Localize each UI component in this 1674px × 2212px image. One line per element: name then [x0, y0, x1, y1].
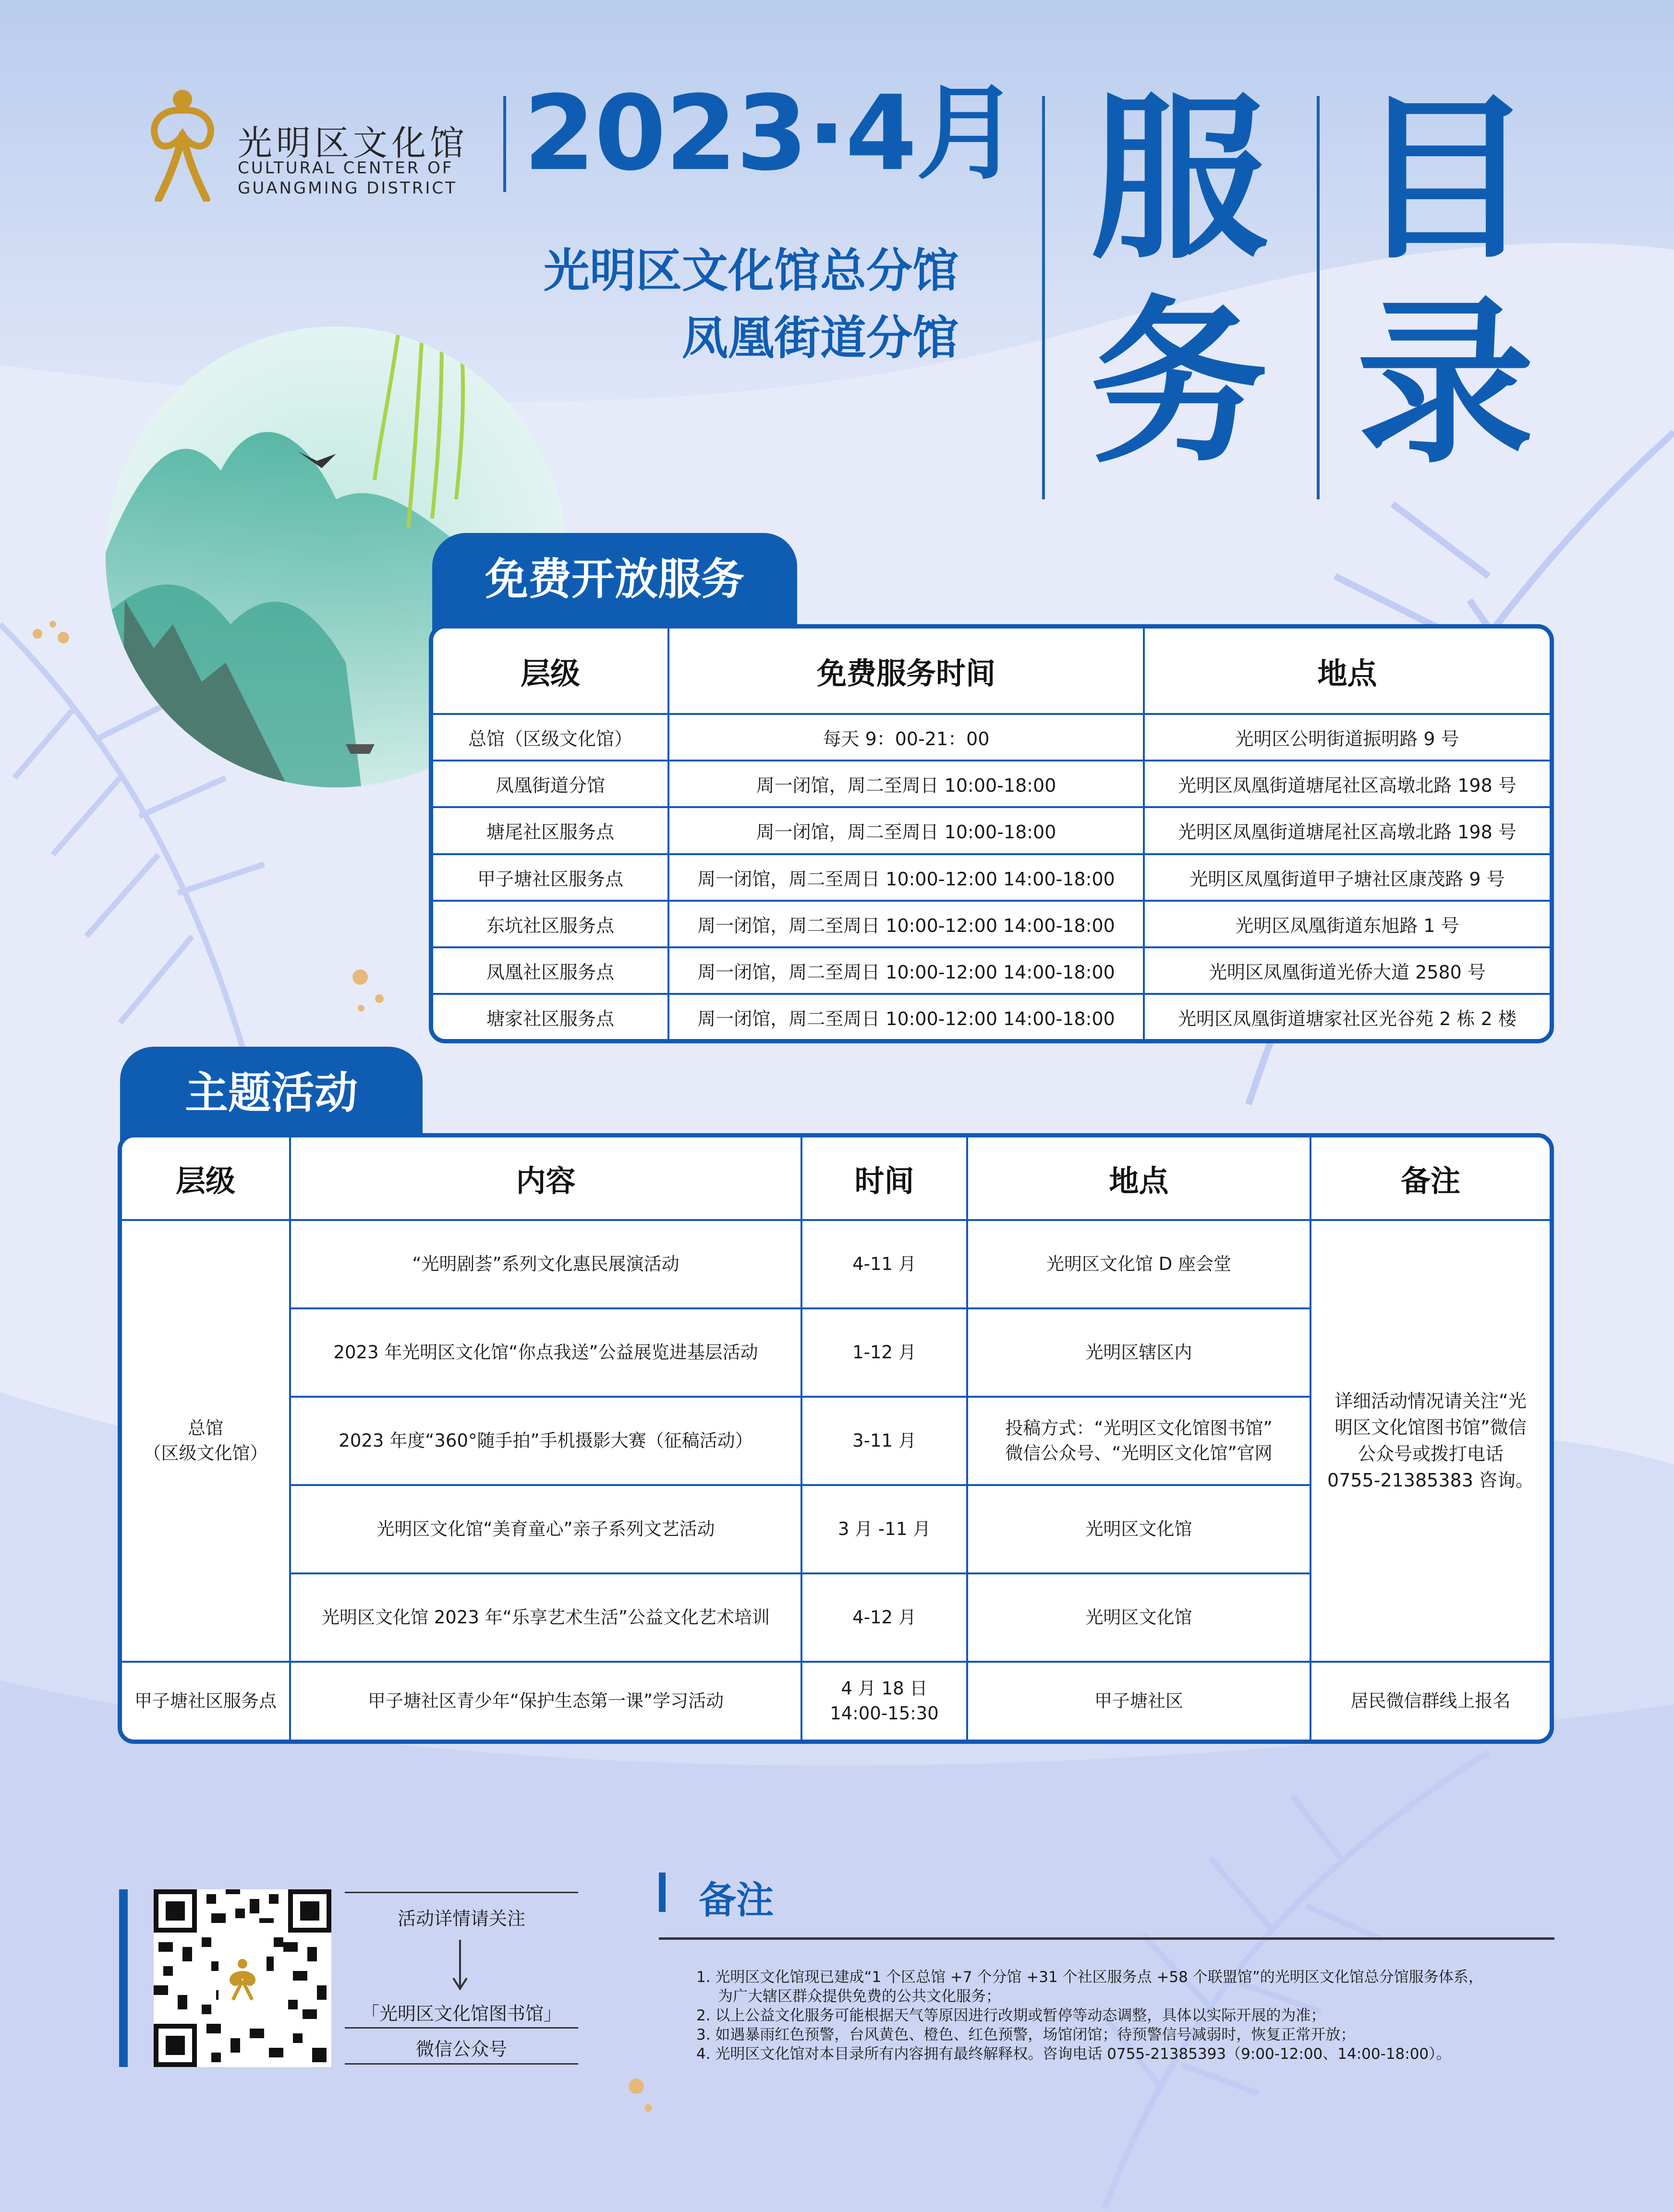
activities-table [118, 1133, 1554, 1744]
note-line: 0755-21385383 咨询。 [1327, 1470, 1534, 1491]
qr-caption [345, 1892, 578, 2065]
content-cell: 甲子塘社区青少年“保护生态第一课”学习活动 [290, 1662, 801, 1740]
hours-cell: 周一闭馆，周二至周日 10:00-18:00 [668, 807, 1144, 854]
logo-chinese-name: 光明区文化馆 [238, 123, 469, 163]
time-cell: 4-12 月 [801, 1573, 967, 1662]
level-line: 总馆 [188, 1418, 223, 1439]
table-row [433, 994, 1550, 1039]
note-item: 为广大辖区群众提供免费的公共文化服务； [718, 1988, 1001, 2005]
qr-code-icon[interactable] [154, 1889, 331, 2067]
table-row [433, 854, 1550, 901]
subtitle-main-branch: 光明区文化馆总分馆 [544, 244, 958, 298]
title-char-mu: 目 [1357, 77, 1534, 283]
notes-rule [659, 1937, 1554, 1940]
qr-caption-line2: 「光明区文化馆图书馆」 [361, 2003, 562, 2024]
divider [1317, 96, 1320, 499]
place-cell: 甲子塘社区 [967, 1662, 1310, 1740]
address-cell: 光明区凤凰街道塘尾社区高墩北路 198 号 [1144, 761, 1550, 807]
note-item: 3. 如遇暴雨红色预警，台风黄色、橙色、红色预警，场馆闭馆；待预警信号减弱时，恢复正常开放； [696, 2026, 1356, 2043]
column-header: 免费服务时间 [668, 629, 1144, 714]
place-cell: 光明区文化馆 D 座会堂 [967, 1220, 1310, 1308]
free-service-table [429, 624, 1554, 1043]
caption-rule [345, 2063, 578, 2065]
time-cell: 1-12 月 [801, 1308, 967, 1397]
notes-title: 备注 [699, 1879, 774, 1922]
address-cell: 光明区凤凰街道光侨大道 2580 号 [1144, 947, 1550, 994]
level-cell: 甲子塘社区服务点 [122, 1662, 290, 1740]
place-cell: 光明区辖区内 [967, 1308, 1310, 1397]
level-cell: 塘尾社区服务点 [433, 807, 668, 854]
note-cell [1310, 1220, 1550, 1662]
level-cell [122, 1220, 290, 1662]
time-line: 14:00-15:30 [830, 1703, 939, 1724]
table-row [433, 901, 1550, 947]
table-row [122, 1662, 1550, 1740]
hours-cell: 周一闭馆，周二至周日 10:00-12:00 14:00-18:00 [668, 994, 1144, 1039]
address-cell: 光明区凤凰街道东旭路 1 号 [1144, 901, 1550, 947]
note-cell: 居民微信群线上报名 [1310, 1662, 1550, 1740]
level-cell: 塘家社区服务点 [433, 994, 668, 1039]
arrow-down-icon [449, 1940, 473, 1993]
table-header-row [433, 629, 1550, 714]
column-header: 层级 [433, 629, 668, 714]
issue-date: 2023·4月 [523, 73, 1019, 193]
content-cell: 光明区文化馆“美育童心”亲子系列文艺活动 [290, 1485, 801, 1573]
place-cell: 光明区文化馆 [967, 1485, 1310, 1573]
table-row [433, 714, 1550, 761]
time-cell [801, 1662, 967, 1740]
free-service-title: 免费开放服务 [485, 554, 744, 604]
subtitle-fenghuang-branch: 凤凰街道分馆 [682, 311, 958, 365]
activities-tab [120, 1047, 423, 1145]
column-header: 地点 [1144, 629, 1550, 714]
note-line: 公众号或拨打电话 [1357, 1443, 1504, 1464]
time-cell: 3-11 月 [801, 1397, 967, 1485]
place-cell [967, 1397, 1310, 1485]
content-cell: “光明剧荟”系列文化惠民展演活动 [290, 1220, 801, 1308]
place-line: 投稿方式：“光明区文化馆图书馆” [1005, 1418, 1273, 1439]
title-char-fu: 服 [1090, 77, 1268, 283]
title-char-wu: 务 [1090, 281, 1268, 487]
time-cell: 3 月 -11 月 [801, 1485, 967, 1573]
column-header: 内容 [290, 1137, 801, 1220]
table-row [433, 761, 1550, 807]
note-line: 详细活动情况请关注“光 [1334, 1390, 1527, 1412]
column-header: 地点 [967, 1137, 1310, 1220]
place-cell: 光明区文化馆 [967, 1573, 1310, 1662]
divider [503, 96, 506, 192]
hours-cell: 周一闭馆，周二至周日 10:00-12:00 14:00-18:00 [668, 947, 1144, 994]
note-item: 1. 光明区文化馆现已建成“1 个区总馆 +7 个分馆 +31 个社区服务点 +58 个联盟馆”的光明区文化馆总分馆服务体系， [696, 1969, 1483, 1986]
table-header-row [122, 1137, 1550, 1220]
level-line: （区级文化馆） [143, 1443, 268, 1463]
free-service-tab [432, 533, 797, 631]
qr-caption-line1: 活动详情请关注 [397, 1908, 525, 1929]
address-cell: 光明区公明街道振明路 9 号 [1144, 714, 1550, 761]
caption-rule [345, 1892, 578, 1893]
address-cell: 光明区凤凰街道甲子塘社区康茂路 9 号 [1144, 854, 1550, 901]
level-cell: 甲子塘社区服务点 [433, 854, 668, 901]
level-cell: 凤凰街道分馆 [433, 761, 668, 807]
divider [1042, 96, 1045, 499]
table-row [122, 1220, 1550, 1308]
level-cell: 总馆（区级文化馆） [433, 714, 668, 761]
table-row [433, 947, 1550, 994]
note-line: 明区文化馆图书馆”微信 [1334, 1416, 1527, 1438]
address-cell: 光明区凤凰街道塘家社区光谷苑 2 栋 2 楼 [1144, 994, 1550, 1039]
column-header: 时间 [801, 1137, 967, 1220]
address-cell: 光明区凤凰街道塘尾社区高墩北路 198 号 [1144, 807, 1550, 854]
content-cell: 光明区文化馆 2023 年“乐享艺术生活”公益文化艺术培训 [290, 1573, 801, 1662]
logo-english-line1: CULTURAL CENTER OF [238, 158, 454, 178]
content-cell: 2023 年光明区文化馆“你点我送”公益展览进基层活动 [290, 1308, 801, 1397]
column-header: 层级 [122, 1137, 290, 1220]
notes-accent-bar [659, 1873, 666, 1912]
hours-cell: 周一闭馆，周二至周日 10:00-12:00 14:00-18:00 [668, 854, 1144, 901]
logo-english-line2: GUANGMING DISTRICT [238, 179, 457, 198]
column-header: 备注 [1310, 1137, 1550, 1220]
hours-cell: 每天 9：00-21：00 [668, 714, 1144, 761]
caption-rule [345, 2027, 578, 2029]
note-item: 2. 以上公益文化服务可能根据天气等原因进行改期或暂停等动态调整，具体以实际开展的为准； [696, 2007, 1326, 2024]
content-cell: 2023 年度“360°随手拍”手机摄影大赛（征稿活动） [290, 1397, 801, 1485]
hours-cell: 周一闭馆，周二至周日 10:00-18:00 [668, 761, 1144, 807]
qr-accent-bar [119, 1889, 128, 2067]
qr-caption-line3: 微信公众号 [415, 2039, 507, 2060]
table-row [433, 807, 1550, 854]
activities-title: 主题活动 [185, 1067, 358, 1118]
cultural-center-logo-icon [144, 89, 221, 202]
level-cell: 凤凰社区服务点 [433, 947, 668, 994]
time-cell: 4-11 月 [801, 1220, 967, 1308]
place-line: 微信公众号、“光明区文化馆”官网 [1005, 1443, 1273, 1463]
time-line: 4 月 18 日 [841, 1678, 928, 1699]
level-cell: 东坑社区服务点 [433, 901, 668, 947]
title-char-lu: 录 [1357, 281, 1534, 487]
hours-cell: 周一闭馆，周二至周日 10:00-12:00 14:00-18:00 [668, 901, 1144, 947]
note-item: 4. 光明区文化馆对本目录所有内容拥有最终解释权。咨询电话 0755-21385393（9:00-12:00、14:00-18:00）。 [696, 2045, 1451, 2063]
